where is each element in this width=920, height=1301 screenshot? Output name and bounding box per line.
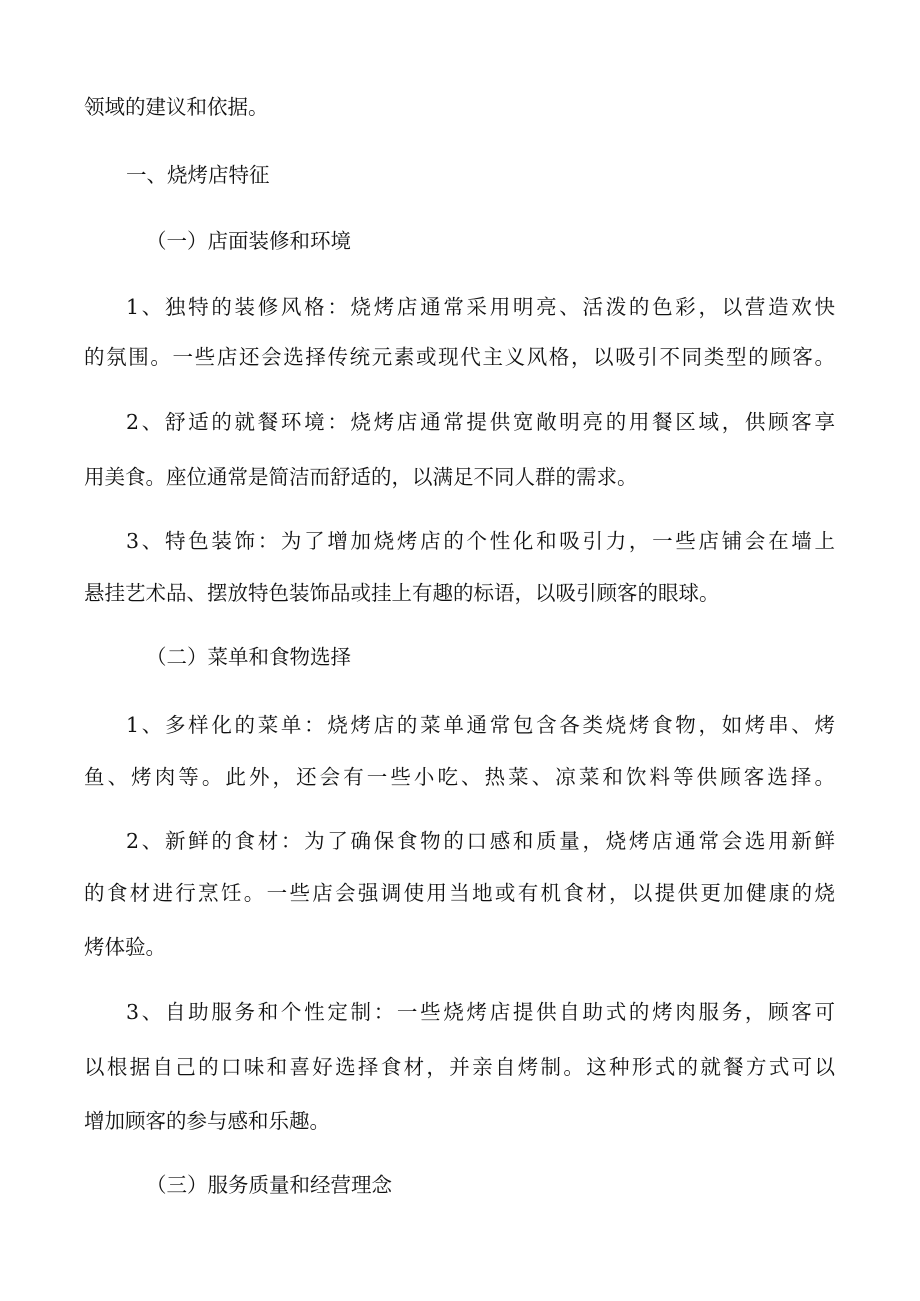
paragraph-line: 鱼、烤肉等。此外，还会有一些小吃、热菜、凉菜和饮料等供顾客选择。 — [84, 765, 835, 789]
paragraph-line: 烤体验。 — [84, 935, 166, 959]
subsection-heading: （一）店面装修和环境 — [146, 229, 351, 253]
paragraph-line: 增加顾客的参与感和乐趣。 — [84, 1109, 330, 1133]
paragraph-line: 1、独特的装修风格：烧烤店通常采用明亮、活泼的色彩，以营造欢快 — [126, 295, 835, 319]
subsection-heading: （三）服务质量和经营理念 — [146, 1173, 392, 1197]
section-heading: 一、烧烤店特征 — [126, 163, 270, 187]
subsection-heading: （二）菜单和食物选择 — [146, 645, 351, 669]
paragraph-line: 3、自助服务和个性定制：一些烧烤店提供自助式的烤肉服务，顾客可 — [126, 1000, 835, 1024]
paragraph-line: 用美食。座位通常是简洁而舒适的，以满足不同人群的需求。 — [84, 465, 638, 489]
paragraph-line: 以根据自己的口味和喜好选择食材，并亲自烤制。这种形式的就餐方式可以 — [84, 1055, 835, 1079]
paragraph-line: 2、新鲜的食材：为了确保食物的口感和质量，烧烤店通常会选用新鲜 — [126, 829, 835, 853]
paragraph-line: 悬挂艺术品、摆放特色装饰品或挂上有趣的标语，以吸引顾客的眼球。 — [84, 581, 720, 605]
paragraph-line: 1、多样化的菜单：烧烤店的菜单通常包含各类烧烤食物，如烤串、烤 — [126, 713, 835, 737]
paragraph-line: 的食材进行烹饪。一些店会强调使用当地或有机食材，以提供更加健康的烧 — [84, 881, 835, 905]
paragraph-line: 的氛围。一些店还会选择传统元素或现代主义风格，以吸引不同类型的顾客。 — [84, 345, 835, 369]
paragraph-line: 2、舒适的就餐环境：烧烤店通常提供宽敞明亮的用餐区域，供顾客享 — [126, 410, 835, 434]
paragraph-continuation: 领域的建议和依据。 — [84, 95, 269, 119]
paragraph-line: 3、特色装饰：为了增加烧烤店的个性化和吸引力，一些店铺会在墙上 — [126, 529, 835, 553]
